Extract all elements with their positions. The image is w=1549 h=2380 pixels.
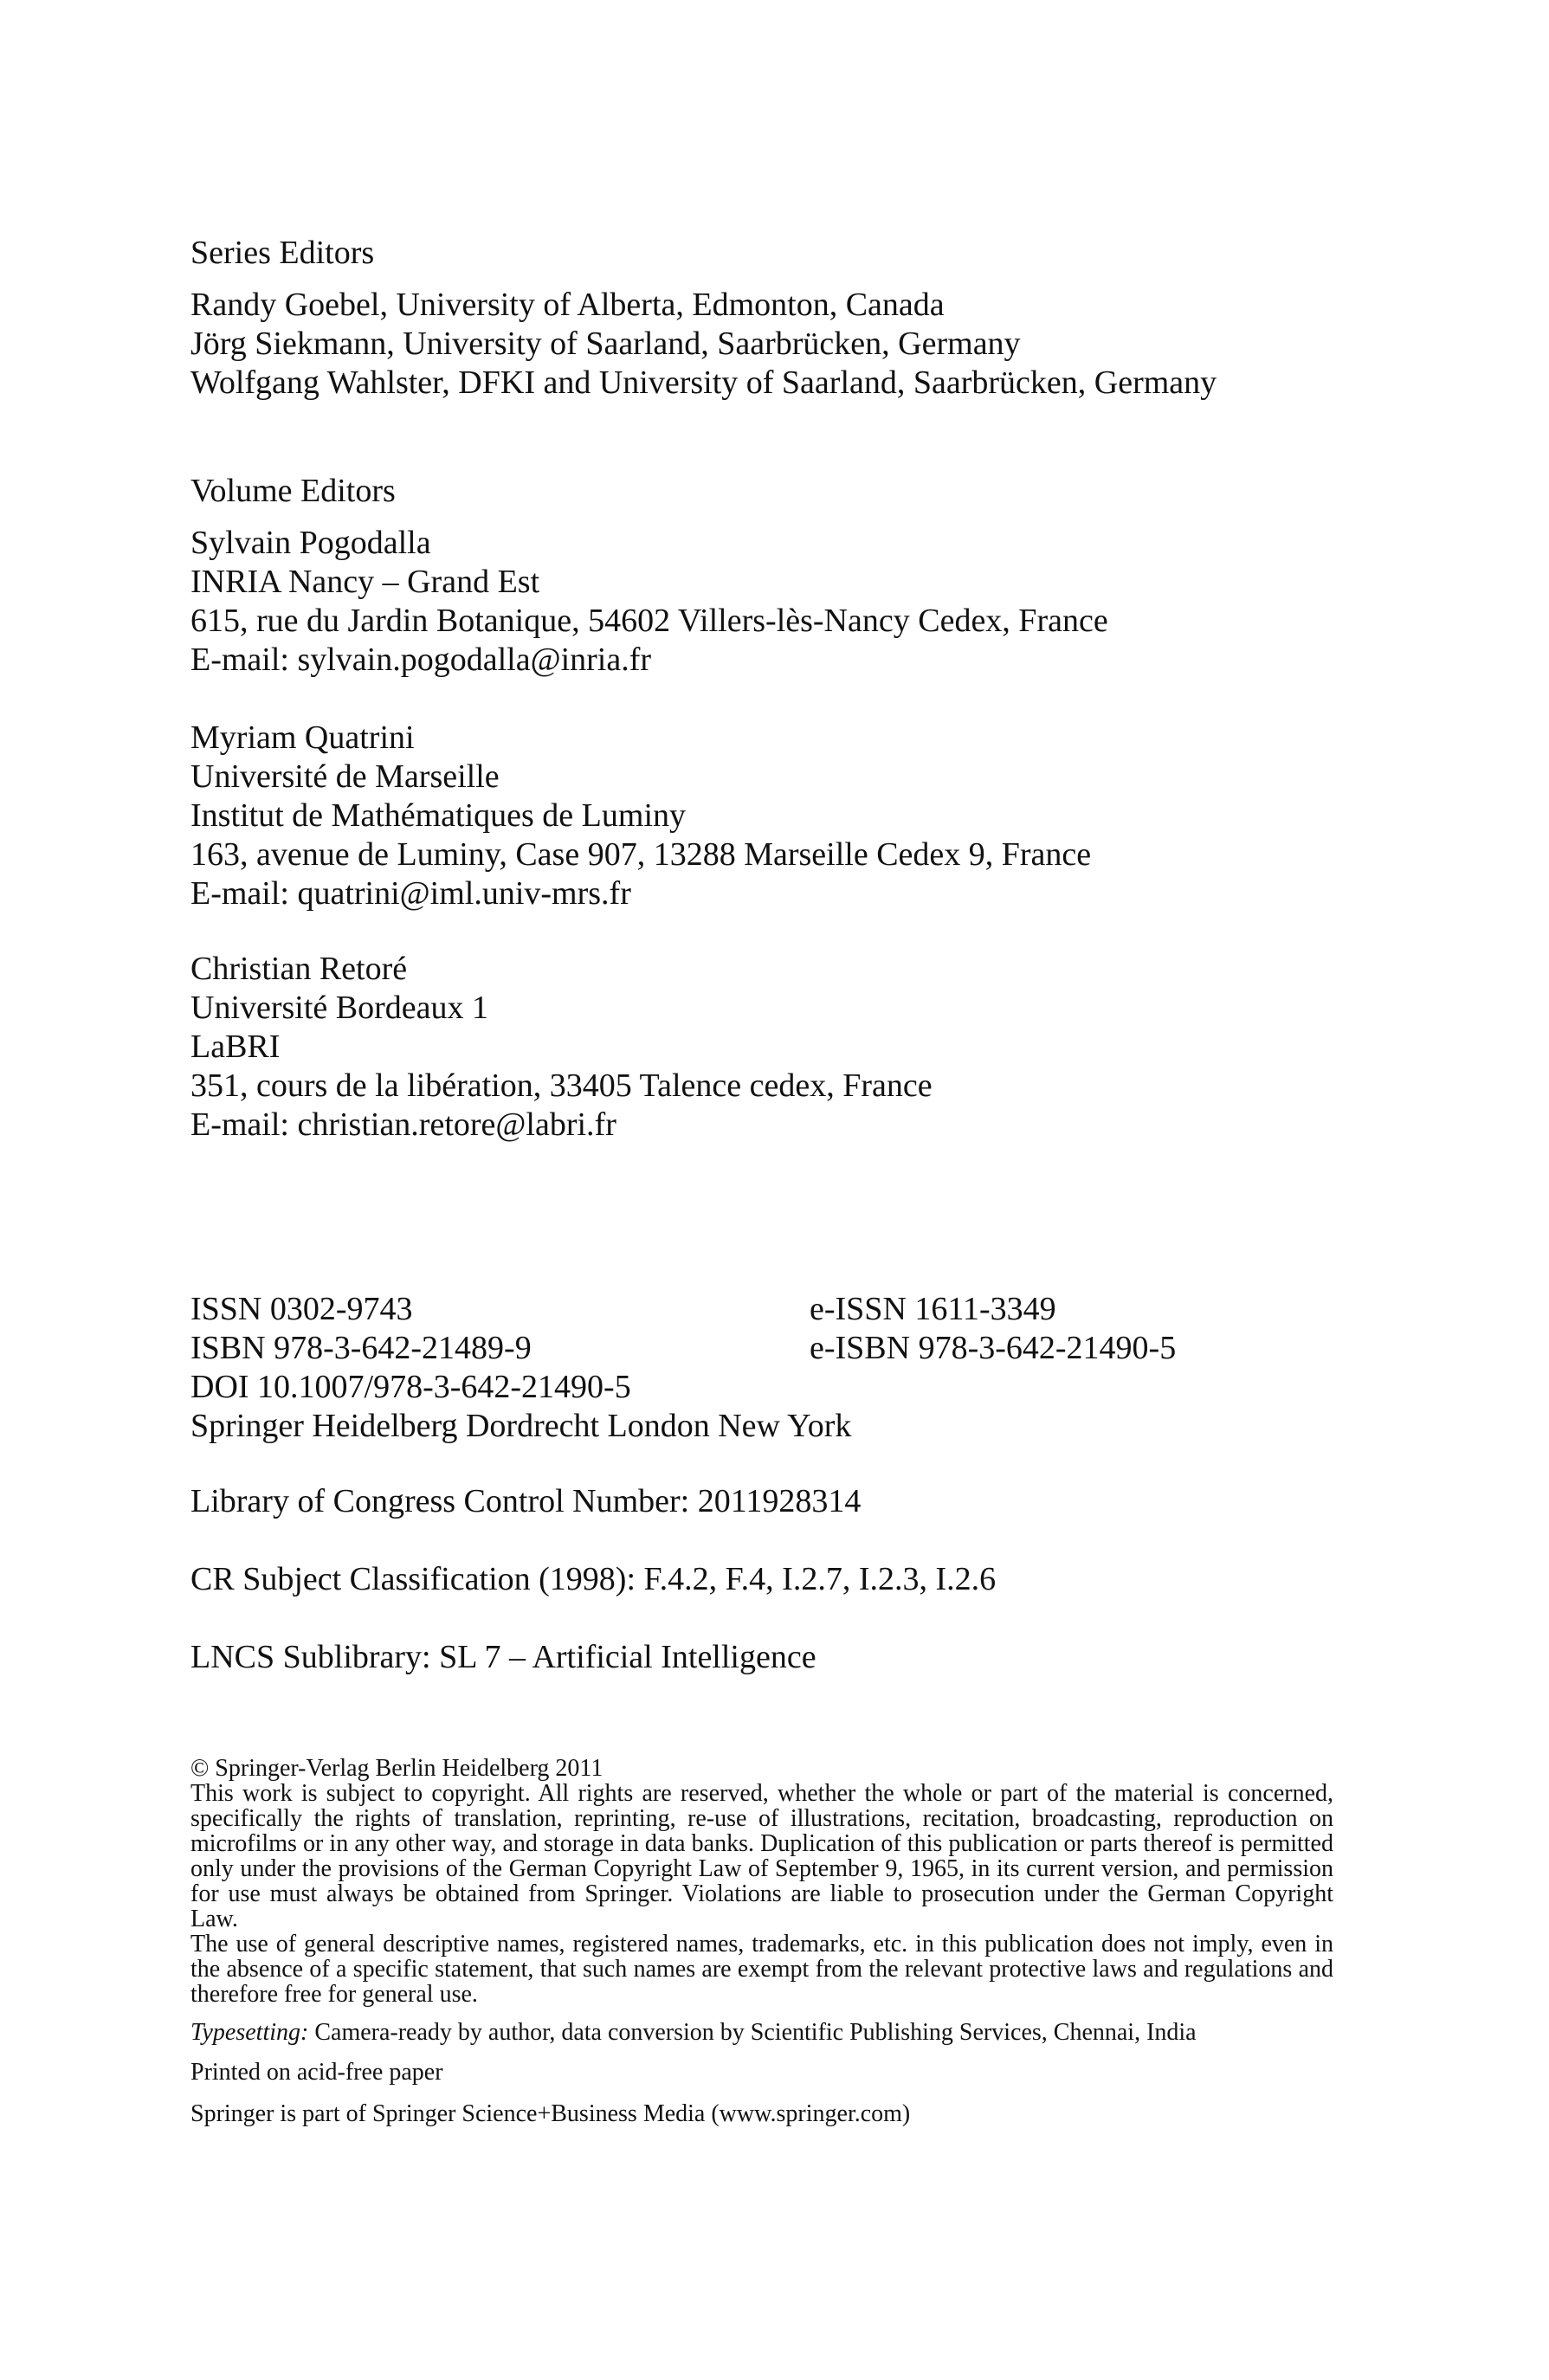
copyright-page [190,0,1333,2380]
editor-affiliation: Université Bordeaux 1 [190,990,489,1026]
trademark-paragraph: The use of general descriptive names, registered names, trademarks, etc. in this publication does not imply, even in the absence of a specific statement, that such names are exempt from the relevant protective laws and regulations and therefore free for general use. [190,1931,1333,2008]
publisher-locations: Springer Heidelberg Dordrecht London New York [190,1408,852,1444]
springer-media-note: Springer is part of Springer Science+Business Media (www.springer.com) [190,2100,911,2127]
volume-editors-section [190,472,396,511]
issn-row [190,1290,1333,1329]
series-editor: Jörg Siekmann, University of Saarland, Saarbrücken, Germany [190,326,1021,362]
lncs-sublibrary: LNCS Sublibrary: SL 7 – Artificial Intelligence [190,1639,816,1675]
copyright-paragraph: This work is subject to copyright. All rights are reserved, whether the whole or part of the material is concerned, specifically the rights of translation, reprinting, re-use of illustrations, recitation, broadcasting, reproduction on microfilms or in any other way, and storage in data banks. Duplication of this publication or parts thereof is permitted only under the provisions of the German Copyright Law of September 9, 1965, in its current version, and permission for use must always be obtained from Springer. Violations are liable to prosecution under the German Copyright Law. [190,1780,1333,1932]
editor-lab: LaBRI [190,1029,281,1065]
volume-editor-quatrini [190,719,1091,913]
volume-editor-pogodalla [190,524,1108,680]
volume-editor-retore [190,950,933,1145]
editor-address: 163, avenue de Luminy, Case 907, 13288 Marseille Cedex 9, France [190,836,1092,873]
editor-address: 351, cours de la libération, 33405 Talence cedex, France [190,1067,933,1104]
series-editors-heading: Series Editors [190,235,375,271]
editor-institute: Institut de Mathématiques de Luminy [190,797,687,834]
cr-subject-classification: CR Subject Classification (1998): F.4.2, F.4, I.2.7, I.2.3, I.2.6 [190,1561,997,1597]
series-editor: Wolfgang Wahlster, DFKI and University of Saarland, Saarbrücken, Germany [190,364,1217,401]
editor-name: Christian Retoré [190,951,408,987]
editor-address: 615, rue du Jardin Botanique, 54602 Villers-lès-Nancy Cedex, France [190,603,1108,639]
doi: DOI 10.1007/978-3-642-21490-5 [190,1369,631,1405]
editor-email: E-mail: quatrini@iml.univ-mrs.fr [190,875,631,912]
issn: ISSN 0302-9743 [190,1291,413,1327]
legal-notice [190,1756,1333,2126]
typesetting-label: Typesetting: [190,2019,309,2046]
editor-affiliation: INRIA Nancy – Grand Est [190,564,540,600]
isbn-row [190,1329,1333,1368]
series-editors-list [190,286,1217,403]
eisbn: e-ISBN 978-3-642-21490-5 [810,1330,1177,1366]
eissn: e-ISSN 1611-3349 [810,1291,1056,1327]
isbn: ISBN 978-3-642-21489-9 [190,1330,532,1366]
typesetting-text: Camera-ready by author, data conversion by Scientific Publishing Services, Chennai, India [308,2019,1197,2046]
editor-email: E-mail: christian.retore@labri.fr [190,1106,616,1143]
editor-name: Myriam Quatrini [190,719,415,756]
series-editor: Randy Goebel, University of Alberta, Edmonton, Canada [190,287,945,323]
copyright-line: © Springer-Verlag Berlin Heidelberg 2011 [190,1755,603,1782]
editor-affiliation: Université de Marseille [190,758,500,795]
volume-editors-heading: Volume Editors [190,473,396,509]
library-of-congress-number: Library of Congress Control Number: 2011928314 [190,1483,862,1519]
publication-identifiers [190,1290,1333,1446]
editor-email: E-mail: sylvain.pogodalla@inria.fr [190,642,652,678]
typesetting-note [190,2020,1333,2045]
editor-name: Sylvain Pogodalla [190,525,431,561]
series-editors-section [190,234,374,273]
acid-free-paper-note: Printed on acid-free paper [190,2059,443,2086]
